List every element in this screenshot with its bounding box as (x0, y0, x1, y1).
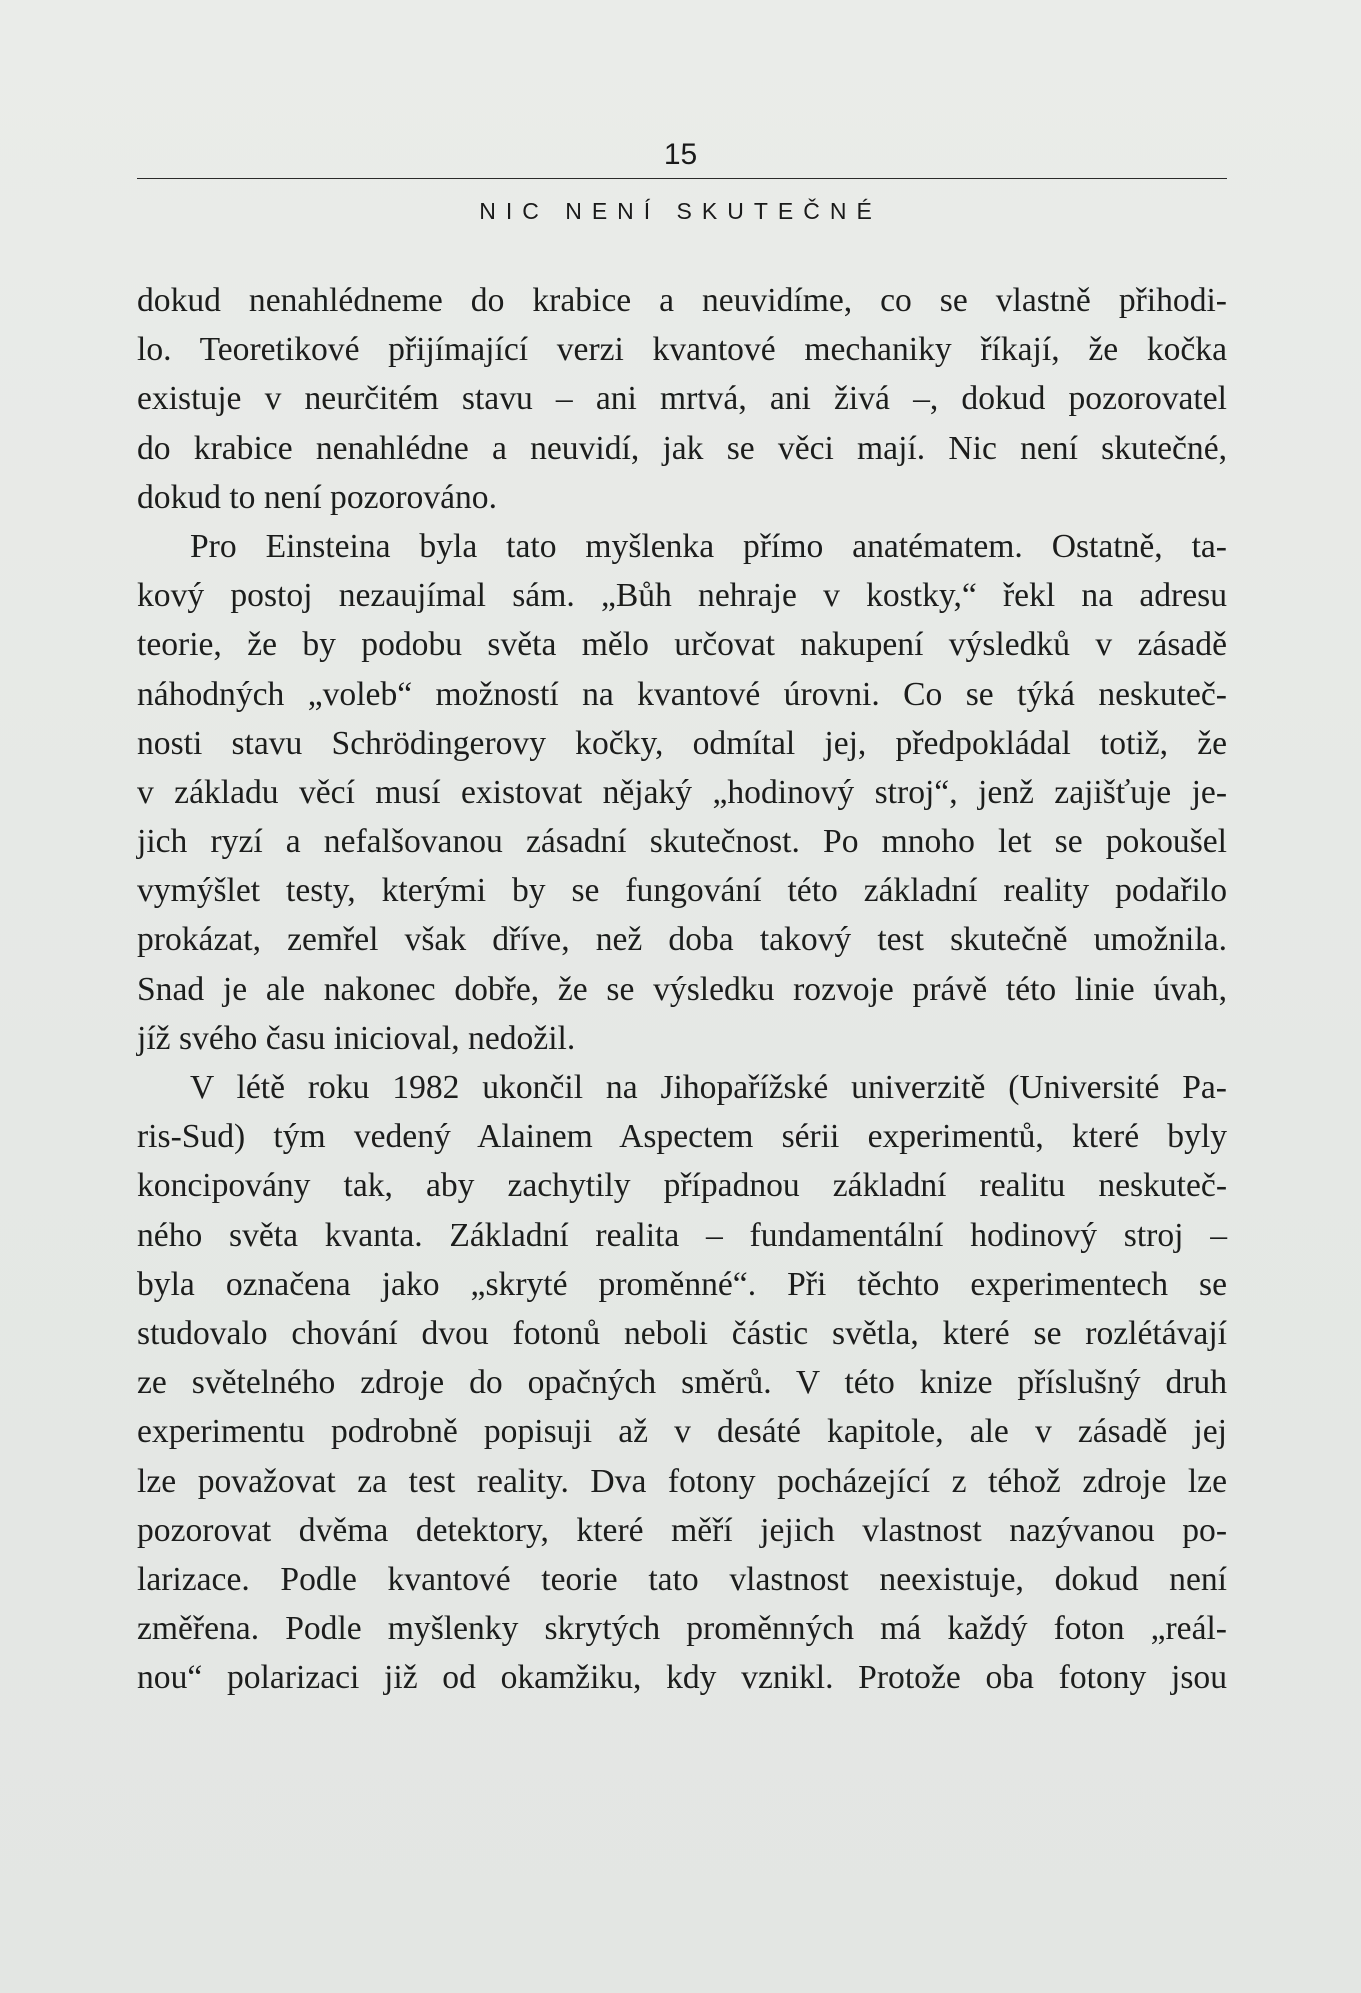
text-line: byla označena jako „skryté proměnné“. Při těchto experimentech se (137, 1265, 1227, 1303)
text-line: dokud nenahlédneme do krabice a neuvidíme, co se vlastně přihodi- (137, 282, 1227, 319)
text-line: do krabice nenahlédne a neuvidí, jak se věci mají. Nic není skutečné, (137, 429, 1227, 467)
text-line: ného světa kvanta. Základní realita – fundamentální hodinový stroj – (137, 1216, 1227, 1254)
text-line: V létě roku 1982 ukončil na Jihopařížské univerzitě (Université Pa- (190, 1069, 1227, 1106)
text-line: ze světelného zdroje do opačných směrů. V této knize příslušný druh (137, 1364, 1227, 1402)
text-line: nou“ polarizaci již od okamžiku, kdy vznikl. Protože oba fotony jsou (137, 1659, 1227, 1697)
text-line: dokud to není pozorováno. (137, 478, 497, 516)
text-line: lze považovat za test reality. Dva fotony pocházející z téhož zdroje lze (137, 1462, 1227, 1500)
text-line: pozorovat dvěma detektory, které měří jejich vlastnost nazývanou po- (137, 1511, 1227, 1549)
text-line: v základu věcí musí existovat nějaký „hodinový stroj“, jenž zajišťuje je- (137, 773, 1227, 811)
running-head: NIC NENÍ SKUTEČNÉ (479, 198, 882, 224)
page-number: 15 (663, 138, 698, 171)
text-line: larizace. Podle kvantové teorie tato vlastnost neexistuje, dokud není (137, 1560, 1227, 1598)
text-line: koncipovány tak, aby zachytily případnou základní realitu neskuteč- (137, 1167, 1227, 1205)
header-rule (137, 178, 1227, 179)
text-line: teorie, že by podobu světa mělo určovat nakupení výsledků v zásadě (137, 626, 1227, 664)
text-line: prokázat, zemřel však dříve, než doba takový test skutečně umožnila. (137, 921, 1227, 959)
text-line: lo. Teoretikové přijímající verzi kvantové mechaniky říkají, že kočka (137, 331, 1227, 369)
text-line: ris-Sud) tým vedený Alainem Aspectem sérii experimentů, které byly (137, 1118, 1227, 1156)
text-line: náhodných „voleb“ možností na kvantové úrovni. Co se týká neskuteč- (137, 675, 1227, 713)
text-line: existuje v neurčitém stavu – ani mrtvá, ani živá –, dokud pozorovatel (137, 380, 1227, 418)
text-line: nosti stavu Schrödingerovy kočky, odmítal jej, předpokládal totiž, že (137, 724, 1227, 762)
text-line: jíž svého času inicioval, nedožil. (137, 1019, 576, 1057)
text-line: studovalo chování dvou fotonů neboli částic světla, které se rozlétávají (137, 1314, 1227, 1352)
text-line: kový postoj nezaujímal sám. „Bůh nehraje v kostky,“ řekl na adresu (137, 577, 1227, 615)
text-line: změřena. Podle myšlenky skrytých proměnných má každý foton „reál- (137, 1610, 1227, 1648)
text-line: jich ryzí a nefalšovanou zásadní skutečnost. Po mnoho let se pokoušel (137, 823, 1227, 861)
text-line: vymýšlet testy, kterými by se fungování této základní reality podařilo (137, 872, 1227, 910)
body-text (137, 276, 1227, 1702)
text-line: Snad je ale nakonec dobře, že se výsledku rozvoje právě této linie úvah, (137, 970, 1227, 1008)
text-line: experimentu podrobně popisuji až v desáté kapitole, ale v zásadě jej (137, 1413, 1227, 1451)
text-line: Pro Einsteina byla tato myšlenka přímo anatématem. Ostatně, ta- (190, 527, 1227, 565)
